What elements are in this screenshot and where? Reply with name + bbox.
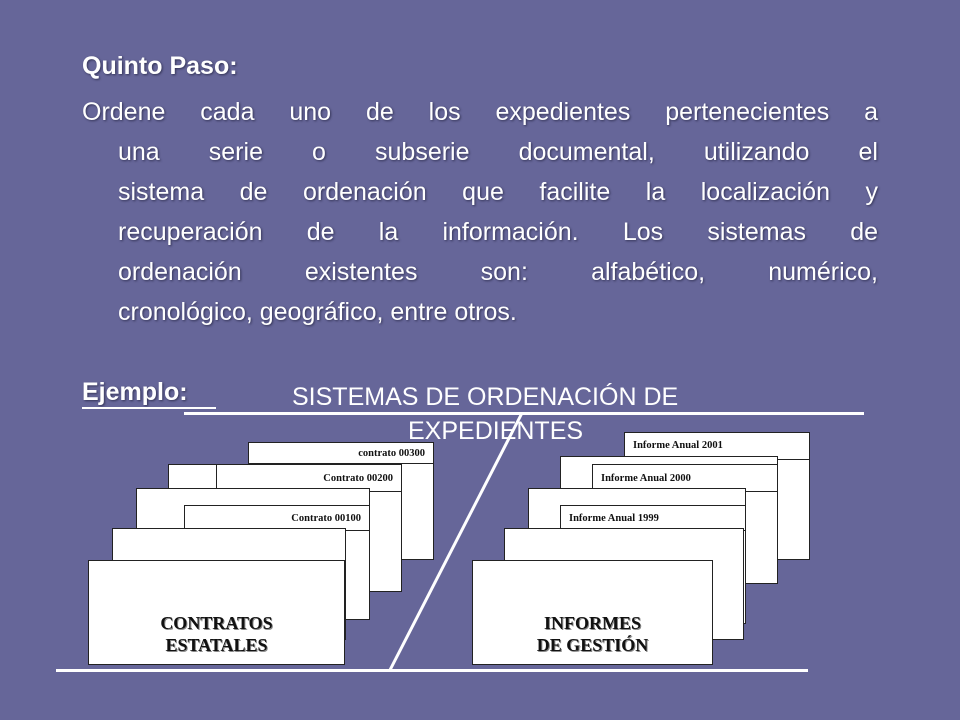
- folder-tab: Informe Anual 2000: [592, 464, 778, 492]
- folder-label-line: DE GESTIÓN: [536, 635, 649, 655]
- folder-tab: Contrato 00100: [184, 505, 370, 531]
- folder-tab: Contrato 00200: [216, 464, 402, 492]
- folder-label-line: ESTATALES: [165, 635, 268, 655]
- folder-tab: Informe Anual 2001: [624, 432, 810, 460]
- folder-label-line: INFORMES: [543, 613, 641, 633]
- paragraph-line: recuperación de la información. Los sistemas de: [118, 218, 878, 246]
- paragraph-line: una serie o subserie documental, utilizando el: [118, 138, 878, 166]
- folder-tab: contrato 00300: [248, 442, 434, 464]
- diagram-title-line: SISTEMAS DE ORDENACIÓN DE: [292, 383, 679, 411]
- folder-label-contratos: [88, 612, 345, 656]
- paragraph-line: sistema de ordenación que facilite la localización y: [118, 178, 878, 206]
- paragraph-line: Ordene cada uno de los expedientes pertenecientes a: [82, 98, 878, 126]
- folder-label-line: CONTRATOS: [160, 613, 273, 633]
- paragraph-line: cronológico, geográfico, entre otros.: [118, 298, 517, 326]
- folder-tab: Informe Anual 1999: [560, 505, 746, 531]
- diagram-title: [292, 380, 792, 448]
- step-heading: Quinto Paso:: [82, 52, 238, 80]
- folder-label-informes: [472, 612, 713, 656]
- diagram-title-line: EXPEDIENTES: [408, 417, 584, 445]
- example-label: Ejemplo:: [82, 378, 188, 406]
- paragraph-line: ordenación existentes son: alfabético, numérico,: [118, 258, 878, 286]
